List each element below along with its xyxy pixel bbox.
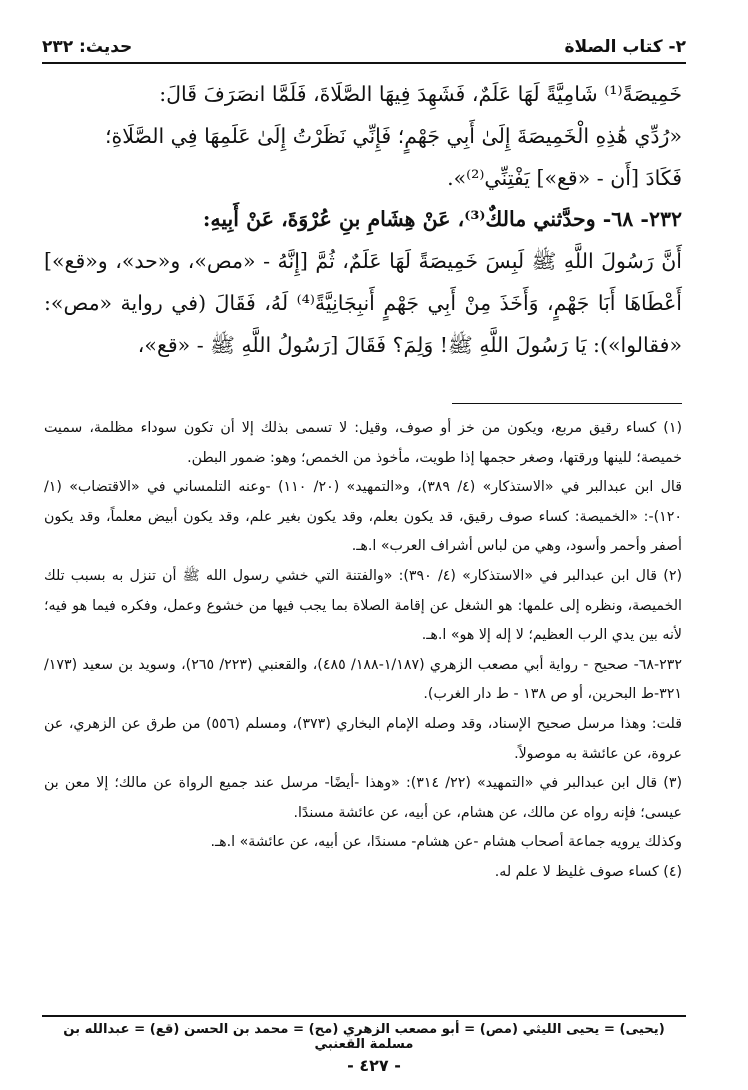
page-number: - ٤٢٧ - — [347, 1056, 401, 1075]
hadith-heading: ٢٣٢- ٦٨- وحدَّثني مالكٌ⁽³⁾، عَنْ هِشَامِ بنِ عُرْوَةَ، عَنْ أَبِيهِ: — [202, 207, 682, 232]
main-text — [44, 74, 682, 367]
footnote: قال ابن عبدالبر في «الاستذكار» (٤/ ٣٨٩)، و«التمهيد» (٢٠/ ١١٠) -وعنه التلمساني في «الاقتضاب» (١/ ١٢٠)-: «الخميصة: كساء صوف رقيق، قد يكون بعلم، وقد يكون بغير علم، وقد يكون أبيض معلماً، وقد يكون أصفر وأحمر وأسود، وهي من لباس أشراف العرب» ا.هـ. — [44, 479, 682, 555]
footnote: (٤) كساء صوف غليظ لا علم له. — [494, 863, 682, 880]
abbreviation-legend: (يحيى) = يحيى الليثي (مص) = أبو مصعب الزهري (مح) = محمد بن الحسن (قع) = عبدالله بن مسلمة القعنبي — [63, 1022, 665, 1052]
main-paragraph: خَمِيصَةً⁽¹⁾ شَامِيَّةً لَهَا عَلَمٌ، فَشَهِدَ فِيهَا الصَّلَاةَ، فَلَمَّا انصَرَفَ قَالَ: — [159, 82, 682, 106]
main-paragraph: «رُدِّي هَٰذِهِ الْخَمِيصَةَ إِلَىٰ أَبِي جَهْمٍ؛ فَإِنِّي نَظَرْتُ إِلَىٰ عَلَمِهَا فِي الصَّلَاةِ؛ — [104, 123, 682, 148]
header-divider — [42, 62, 686, 64]
footnote: (١) كساء رقيق مربع، ويكون من خز أو صوف، وقيل: لا تسمى بذلك إلا أن تكون سوداء مظلمة، سميت خميصة؛ للينها ورقتها، وصغر حجمها إذا طويت، مأخوذ من الخمص؛ وهو: ضمور البطن. — [44, 420, 682, 466]
page-header — [42, 34, 686, 60]
hadith-number: حديث: ٢٣٢ — [42, 37, 133, 57]
footnote: قلت: وهذا مرسل صحيح الإسناد، وقد وصله الإمام البخاري (٣٧٣)، ومسلم (٥٥٦) من طرق عن الزهري، عن عروة، عن عائشة به موصولاً. — [44, 715, 682, 762]
footnotes — [44, 414, 682, 888]
footnote: (٣) قال ابن عبدالبر في «التمهيد» (٢٢/ ٣١٤): «وهذا -أيضًا- مرسل عند جميع الرواة عن مالك؛ إلا معن بن عيسى؛ فإنه رواه عن مالك، عن هشام، عن أبيه، عن عائشة مسندًا. — [44, 775, 682, 821]
footnote: (٢) قال ابن عبدالبر في «الاستذكار» (٤/ ٣٩٠): «والفتنة التي خشي رسول الله ﷺ أن تنزل به بسبب تلك الخميصة، ونظره إلى علمها: هو الشغل عن إقامة الصلاة بما يجب فيها من خشوع وعمل، وفكره فيما هو فيه؛ لأنه بين يدي الرب العظيم؛ لا إله إلا هو» ا.هـ. — [44, 567, 682, 644]
footnote: وكذلك يرويه جماعة أصحاب هشام -عن هشام- مسندًا، عن أبيه، عن عائشة» ا.هـ. — [210, 834, 682, 851]
main-paragraph: فَكَادَ [أَن - «قع»] يَفْتِنِّي⁽²⁾». — [447, 165, 682, 190]
chapter-title: ٢- كتاب الصلاة — [564, 37, 686, 57]
main-paragraph: أَنَّ رَسُولَ اللَّهِ ﷺ لَبِسَ خَمِيصَةً لَهَا عَلَمٌ، ثُمَّ [إِنَّهُ - «مص»، و«حد»، و«قع»] أَعْطَاهَا أَبَا جَهْمٍ، وَأَخَذَ مِنْ أَبِي جَهْمٍ أَنبِجَانِيَّةً⁽⁴⁾ لَهُ، فَقَالَ (في رواية «مص»: «فقالوا»): يَا رَسُولَ اللَّهِ ﷺ! وَلِمَ؟ فَقَالَ [رَسُولُ اللَّهِ ﷺ - «قع»، — [44, 249, 682, 357]
legend-divider — [42, 1015, 686, 1017]
footnote: ٢٣٢-٦٨- صحيح - رواية أبي مصعب الزهري (١/١٨٧-١٨٨/ ٤٨٥)، والقعنبي (٢٢٣/ ٢٦٥)، وسويد بن سعيد (١٧٣/ ٣٢١-ط البحرين، أو ص ١٣٨ - ط دار الغرب). — [44, 656, 682, 703]
footnote-divider — [452, 403, 682, 404]
